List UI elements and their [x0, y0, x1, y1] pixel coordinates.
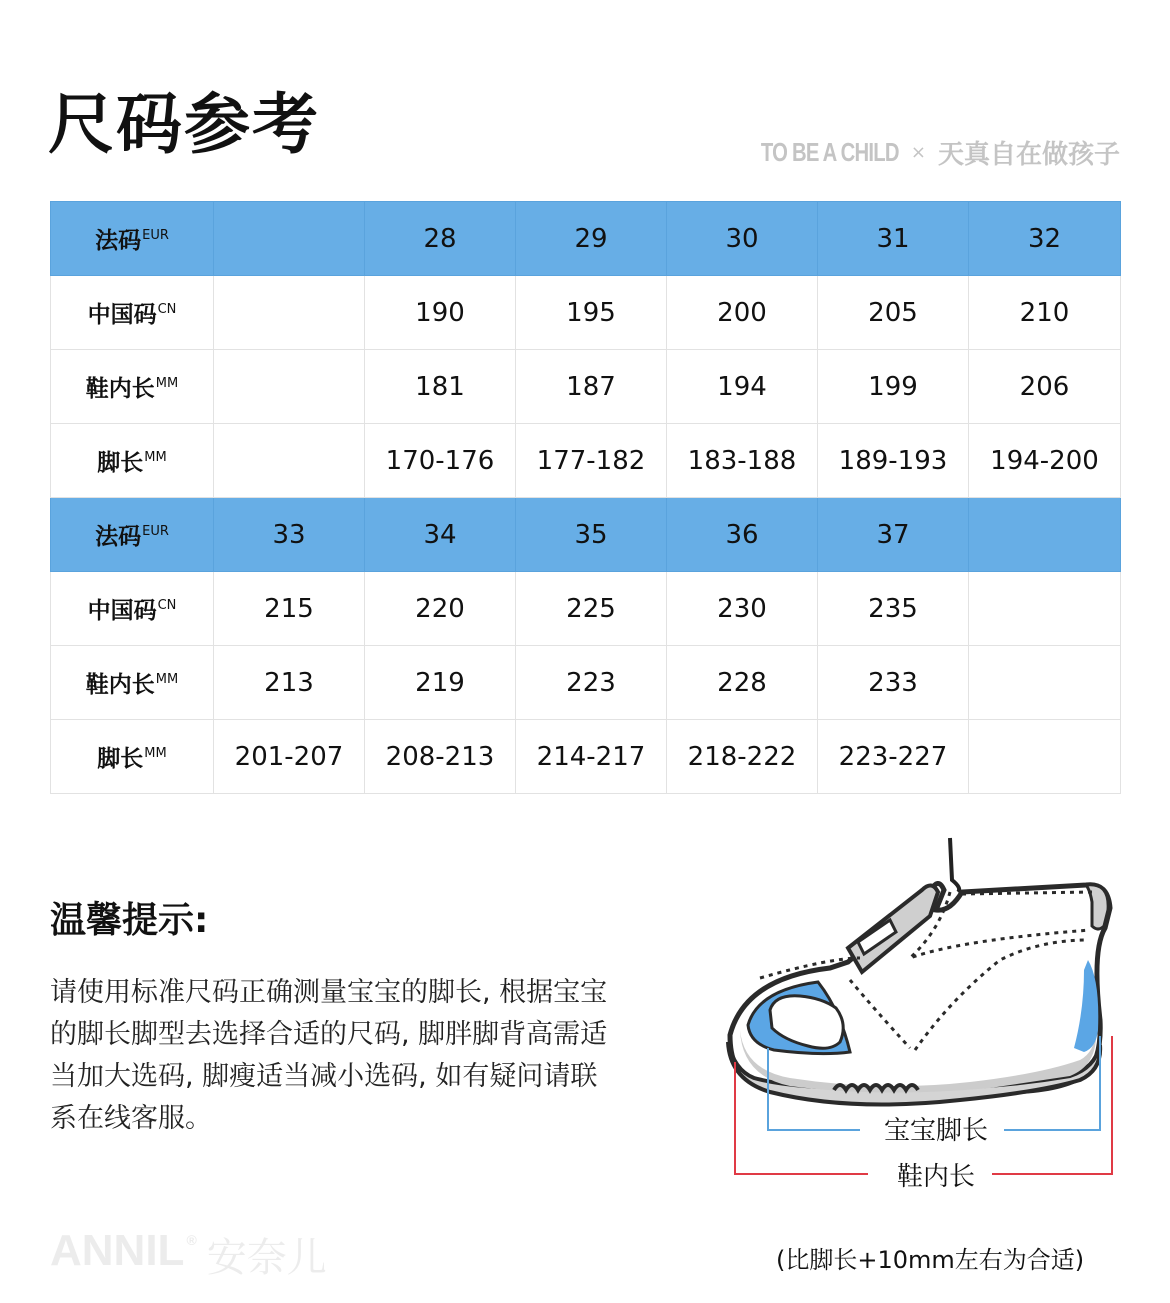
foot-length-label: 宝宝脚长: [883, 1116, 989, 1146]
table-cell: [214, 350, 365, 424]
table-cell: 223: [516, 646, 667, 720]
page-title: 尺码参考: [48, 86, 320, 163]
row-label-text: 脚长: [97, 746, 144, 772]
row-label-eur: [51, 202, 214, 276]
table2-row-cn: [51, 572, 1121, 646]
table-cell: 35: [516, 498, 667, 572]
table-cell: 183-188: [667, 424, 818, 498]
slogan-separator: ×: [910, 142, 926, 163]
table-cell: 205: [818, 276, 969, 350]
table-cell: 177-182: [516, 424, 667, 498]
table-cell: 187: [516, 350, 667, 424]
size-table: [50, 201, 1121, 794]
table-cell: 31: [818, 202, 969, 276]
table-cell: 208-213: [365, 720, 516, 794]
table-cell: 34: [365, 498, 516, 572]
row-label-eur: [51, 498, 214, 572]
row-label-text: 法码: [95, 524, 142, 550]
brand-mark: ®: [186, 1232, 197, 1248]
table2-row-eur: [51, 498, 1121, 572]
table-cell: 223-227: [818, 720, 969, 794]
row-label-foot: [51, 424, 214, 498]
table-cell: 181: [365, 350, 516, 424]
table-cell: 28: [365, 202, 516, 276]
brand-en: ANNIL: [50, 1226, 185, 1275]
row-label-unit: EUR: [142, 524, 169, 539]
row-label-foot: [51, 720, 214, 794]
tip-title: 温馨提示:: [50, 900, 209, 941]
table-cell: 219: [365, 646, 516, 720]
row-label-unit: MM: [155, 672, 179, 687]
table1-row-foot: [51, 424, 1121, 498]
row-label-unit: MM: [144, 450, 167, 465]
row-label-unit: MM: [144, 746, 167, 761]
table1-row-eur: [51, 202, 1121, 276]
table-cell: 214-217: [516, 720, 667, 794]
table-cell: 194-200: [969, 424, 1121, 498]
table-cell: 170-176: [365, 424, 516, 498]
table-cell: 225: [516, 572, 667, 646]
table-cell: [969, 572, 1121, 646]
row-label-unit: CN: [157, 598, 177, 613]
table-cell: 228: [667, 646, 818, 720]
shoe-diagram: [700, 830, 1140, 1200]
row-label-cn: [51, 276, 214, 350]
row-label-unit: EUR: [142, 228, 169, 243]
table2-row-foot: [51, 720, 1121, 794]
table-cell: [214, 276, 365, 350]
tip-body: 请使用标准尺码正确测量宝宝的脚长, 根据宝宝的脚长脚型去选择合适的尺码, 脚胖脚背高需适当加大选码, 脚瘦适当减小选码, 如有疑问请联系在线客服。: [50, 977, 608, 1134]
table-cell: [214, 202, 365, 276]
row-label-text: 鞋内长: [85, 376, 155, 402]
table-cell: [969, 646, 1121, 720]
table-cell: 32: [969, 202, 1121, 276]
row-label-text: 法码: [95, 228, 142, 254]
table-cell: 206: [969, 350, 1121, 424]
table-cell: 37: [818, 498, 969, 572]
table-cell: 201-207: [214, 720, 365, 794]
table2-row-inner: [51, 646, 1121, 720]
table-cell: 30: [667, 202, 818, 276]
table-cell: 235: [818, 572, 969, 646]
table-cell: 210: [969, 276, 1121, 350]
table-cell: [969, 498, 1121, 572]
table-cell: 194: [667, 350, 818, 424]
row-label-text: 鞋内长: [85, 672, 155, 698]
slogan-cn: 天真自在做孩子: [937, 140, 1120, 170]
table-cell: 29: [516, 202, 667, 276]
table-cell: 220: [365, 572, 516, 646]
table-cell: [214, 424, 365, 498]
table1-row-cn: [51, 276, 1121, 350]
row-label-inner: [51, 646, 214, 720]
row-label-text: 中国码: [87, 598, 157, 624]
table-cell: 199: [818, 350, 969, 424]
table-cell: 230: [667, 572, 818, 646]
slogan-en: TO BE A CHILD: [761, 137, 899, 167]
table-cell: 215: [214, 572, 365, 646]
row-label-unit: MM: [155, 376, 179, 391]
table-cell: 200: [667, 276, 818, 350]
row-label-text: 中国码: [87, 302, 157, 328]
row-label-unit: CN: [157, 302, 177, 317]
table-cell: 233: [818, 646, 969, 720]
row-label-text: 脚长: [97, 450, 144, 476]
slogan: [722, 134, 1120, 171]
inner-length-label: 鞋内长: [896, 1162, 976, 1192]
table-cell: 195: [516, 276, 667, 350]
table-cell: [969, 720, 1121, 794]
row-label-inner: [51, 350, 214, 424]
fit-note: (比脚长+10mm左右为合适): [776, 1246, 1085, 1274]
table-cell: 33: [214, 498, 365, 572]
table-cell: 213: [214, 646, 365, 720]
table-cell: 218-222: [667, 720, 818, 794]
brand-logo: [50, 1226, 327, 1283]
brand-cn: 安奈儿: [206, 1235, 327, 1281]
leg-outline: [950, 838, 959, 892]
table-cell: 36: [667, 498, 818, 572]
table1-row-inner: [51, 350, 1121, 424]
row-label-cn: [51, 572, 214, 646]
table-cell: 190: [365, 276, 516, 350]
table-cell: 189-193: [818, 424, 969, 498]
